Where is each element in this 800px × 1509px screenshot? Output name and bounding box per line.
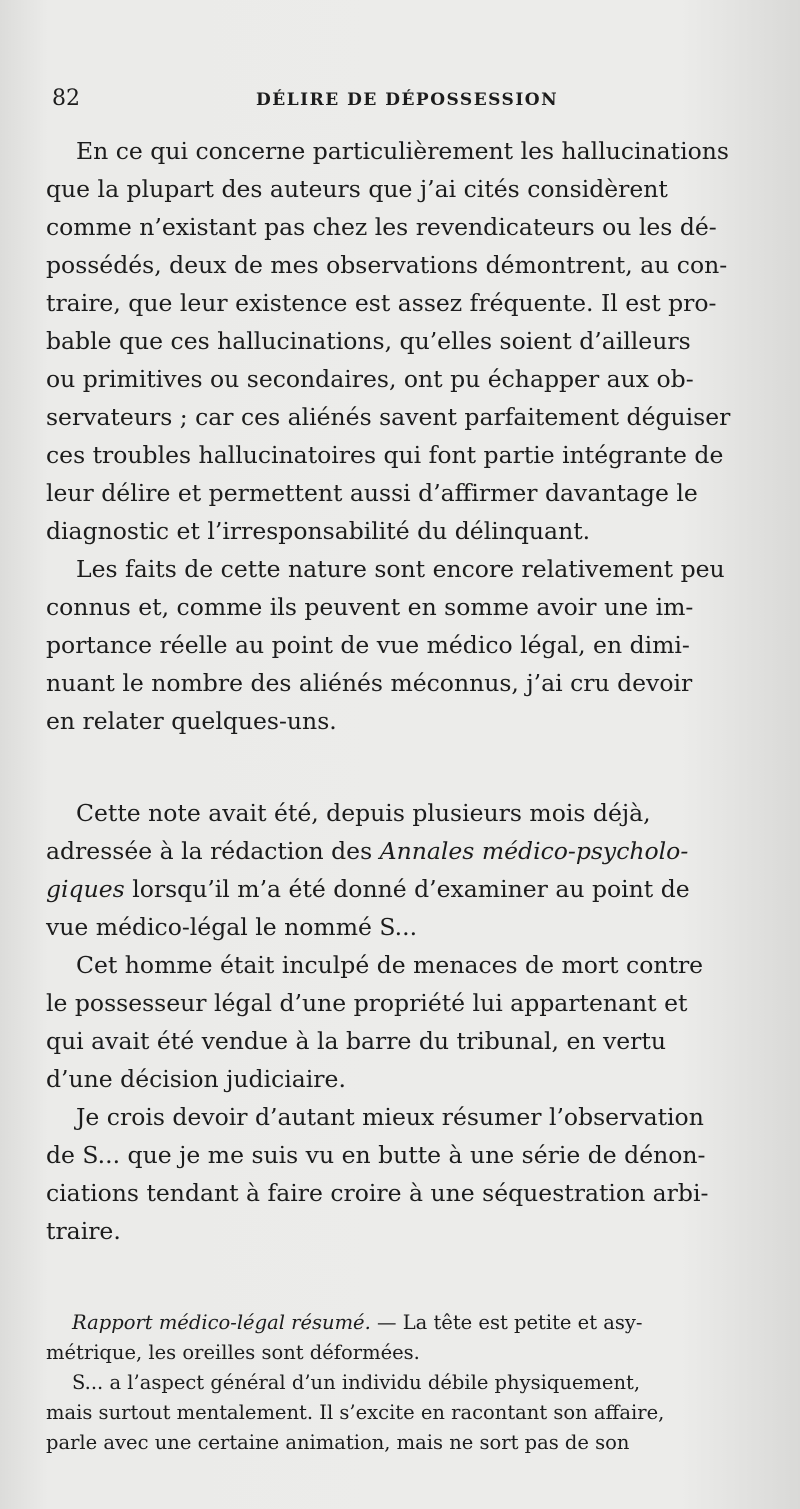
text-line: mais surtout mentalement. Il s’excite en racontant son affaire, bbox=[46, 1401, 665, 1424]
journal-title: Annales médico-psycholo- bbox=[379, 837, 689, 865]
text-line: traire, que leur existence est assez fréquente. Il est pro- bbox=[46, 289, 717, 317]
page-number: 82 bbox=[52, 86, 80, 111]
text-line: le possesseur légal d’une propriété lui appartenant et bbox=[46, 989, 688, 1017]
text-line: portance réelle au point de vue médico légal, en dimi- bbox=[46, 631, 690, 659]
text-line: diagnostic et l’irresponsabilité du délinquant. bbox=[46, 517, 591, 545]
text-line: en relater quelques-uns. bbox=[46, 707, 337, 735]
text-line: comme n’existant pas chez les revendicateurs ou les dé- bbox=[46, 213, 717, 241]
text-line: Cette note avait été, depuis plusieurs mois déjà, bbox=[76, 799, 651, 827]
text-line: vue médico-légal le nommé S... bbox=[46, 913, 418, 941]
text-line: Les faits de cette nature sont encore relativement peu bbox=[76, 555, 725, 583]
text-line: nuant le nombre des aliénés méconnus, j’ai cru devoir bbox=[46, 669, 693, 697]
text-run: — La tête est petite et asy- bbox=[370, 1311, 643, 1334]
running-head: DÉLIRE DE DÉPOSSESSION bbox=[256, 90, 559, 110]
text-line: servateurs ; car ces aliénés savent parfaitement déguiser bbox=[46, 403, 731, 431]
text-line: S... a l’aspect général d’un individu débile physiquement, bbox=[72, 1371, 641, 1394]
text-line: possédés, deux de mes observations démontrent, au con- bbox=[46, 251, 728, 279]
text-line bbox=[72, 1308, 642, 1338]
text-line: bable que ces hallucinations, qu’elles soient d’ailleurs bbox=[46, 327, 691, 355]
text-line bbox=[46, 870, 690, 908]
page-header bbox=[52, 86, 752, 116]
text-line: traire. bbox=[46, 1217, 121, 1245]
text-line: métrique, les oreilles sont déformées. bbox=[46, 1341, 420, 1364]
text-line: ciations tendant à faire croire à une séquestration arbi- bbox=[46, 1179, 709, 1207]
text-run: adressée à la rédaction des bbox=[46, 837, 380, 865]
text-line: de S... que je me suis vu en butte à une série de dénon- bbox=[46, 1141, 706, 1169]
text-line: connus et, comme ils peuvent en somme avoir une im- bbox=[46, 593, 694, 621]
text-line bbox=[46, 832, 688, 870]
text-line: ou primitives ou secondaires, ont pu échapper aux ob- bbox=[46, 365, 694, 393]
text-line: qui avait été vendue à la barre du tribunal, en vertu bbox=[46, 1027, 666, 1055]
text-line: parle avec une certaine animation, mais ne sort pas de son bbox=[46, 1431, 630, 1454]
text-line: leur délire et permettent aussi d’affirmer davantage le bbox=[46, 479, 698, 507]
report-heading: Rapport médico-légal résumé. bbox=[72, 1311, 371, 1334]
text-run: lorsqu’il m’a été donné d’examiner au point de bbox=[124, 875, 690, 903]
text-line: d’une décision judiciaire. bbox=[46, 1065, 346, 1093]
text-line: En ce qui concerne particulièrement les hallucinations bbox=[76, 137, 729, 165]
text-line: Cet homme était inculpé de menaces de mort contre bbox=[76, 951, 704, 979]
text-line: que la plupart des auteurs que j’ai cités considèrent bbox=[46, 175, 668, 203]
journal-title-end: giques bbox=[46, 875, 125, 903]
text-line: Je crois devoir d’autant mieux résumer l’observation bbox=[76, 1103, 704, 1131]
text-line: ces troubles hallucinatoires qui font partie intégrante de bbox=[46, 441, 724, 469]
